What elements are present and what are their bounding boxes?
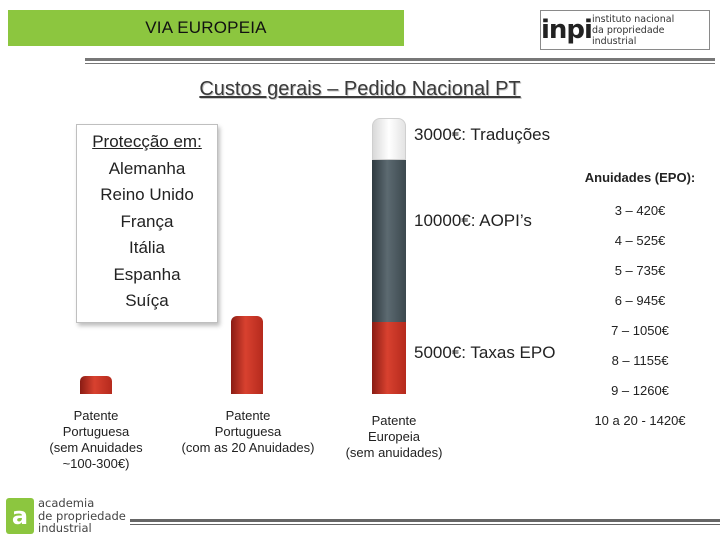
country-item: Suíça — [125, 291, 169, 310]
annuities-title: Anuidades (EPO): — [584, 170, 696, 185]
label-translations: 3000€: Traduções — [414, 125, 551, 144]
annuity-row: 8 – 1155€ — [611, 353, 669, 368]
country-item: Espanha — [113, 264, 181, 284]
annuity-row: 10 a 20 - 1420€ — [594, 413, 686, 428]
annuity-row: 6 – 945€ — [614, 293, 666, 308]
annuity-row: 3 – 420€ — [614, 203, 666, 218]
annuity-row: 5 – 735€ — [614, 263, 666, 278]
country-item: França — [120, 211, 174, 231]
inpi-logo — [540, 10, 710, 50]
annuity-row: 7 – 1050€ — [611, 323, 669, 338]
caption-ep-no-annuities: Patente Europeia (sem anuidades) — [345, 413, 443, 460]
bar-ep-aopi-segment — [372, 160, 406, 322]
top-divider-thin — [85, 63, 715, 64]
academy-logo — [6, 494, 156, 538]
label-epo-fees: 5000€: Taxas EPO — [414, 343, 556, 362]
bar-pt-no-annuities — [80, 376, 112, 394]
country-item: Itália — [129, 238, 165, 257]
bar-pt-20-annuities — [231, 316, 263, 394]
annuity-row: 4 – 525€ — [614, 233, 666, 248]
bar-ep-translations-segment — [372, 118, 406, 160]
inpi-logo-text: instituto nacional da propriedade industrial — [591, 13, 675, 47]
bar-ep-epo-fees-segment — [372, 322, 406, 394]
academy-logo-mark: a — [6, 498, 34, 534]
protection-heading: Protecção em: — [92, 132, 202, 151]
bottom-divider-thin — [130, 524, 720, 525]
annuity-row: 9 – 1260€ — [611, 383, 669, 398]
caption-pt-no-annuities: Patente Portuguesa (sem Anuidades ~100-300€) — [49, 408, 143, 471]
protection-countries-box — [76, 124, 218, 323]
header-title: VIA EUROPEIA — [145, 18, 267, 37]
label-aopi: 10000€: AOPI’s — [414, 211, 532, 230]
caption-pt-20-annuities: Patente Portuguesa (com as 20 Anuidades) — [181, 408, 315, 455]
bottom-divider — [130, 519, 720, 522]
top-divider — [85, 58, 715, 61]
inpi-logo-mark: inpi — [541, 15, 592, 45]
country-item: Reino Unido — [100, 185, 194, 204]
slide-header-banner — [8, 10, 404, 46]
slide-title: Custos gerais – Pedido Nacional PT — [199, 78, 521, 100]
country-item: Alemanha — [108, 158, 186, 178]
academy-logo-text: academia de propriedade industrial — [38, 496, 126, 536]
